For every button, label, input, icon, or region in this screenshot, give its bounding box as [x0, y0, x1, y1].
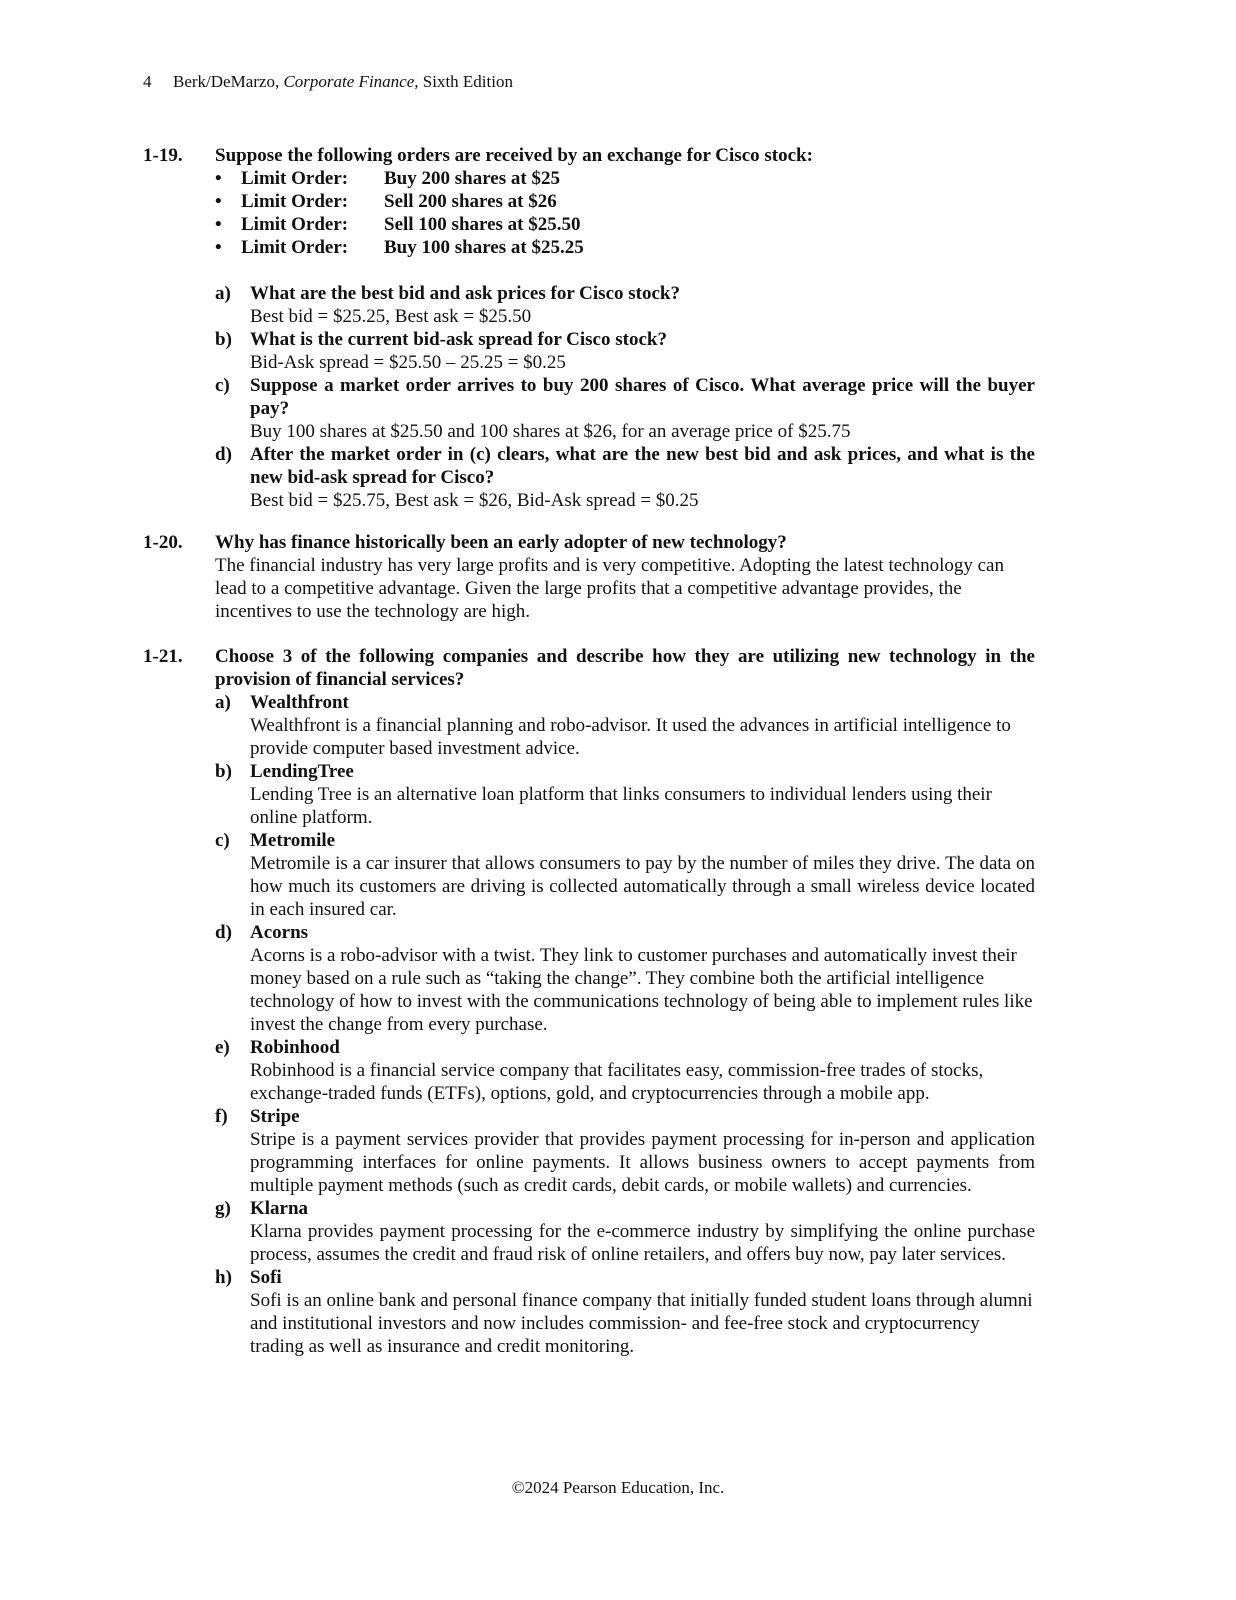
company-description: Metromile is a car insurer that allows consumers to pay by the number of miles they drive. The data on how much its customers are driving is collected automatically through a small wireless device located in each insured car.	[250, 853, 1035, 920]
header-edition: Sixth Edition	[418, 72, 513, 91]
question-part	[215, 374, 1035, 443]
part-question: What are the best bid and ask prices for Cisco stock?	[250, 283, 680, 304]
company-label: f)	[215, 1106, 228, 1127]
problem-1-21	[143, 645, 1035, 1358]
company-name: Acorns	[250, 922, 309, 943]
company-name: Metromile	[250, 830, 336, 851]
header-book-title: Corporate Finance,	[283, 72, 419, 91]
problem-question: Why has finance historically been an early adopter of new technology?	[215, 532, 787, 553]
company-item	[215, 1266, 1035, 1358]
company-description: Robinhood is a financial service company that facilitates easy, commission-free trades of stocks, exchange-traded funds (ETFs), options, gold, and cryptocurrencies through a mobile app.	[250, 1060, 984, 1104]
company-name: Sofi	[250, 1267, 282, 1288]
company-label: h)	[215, 1267, 232, 1288]
part-question: What is the current bid-ask spread for Cisco stock?	[250, 329, 667, 350]
bullet-icon: •	[215, 191, 222, 212]
company-name: Klarna	[250, 1198, 309, 1219]
part-label: d)	[215, 444, 232, 465]
bullet-icon: •	[215, 168, 222, 189]
company-item	[215, 829, 1035, 921]
company-label: a)	[215, 692, 231, 713]
question-part	[215, 282, 1035, 328]
question-part	[215, 443, 1035, 512]
question-part	[215, 328, 1035, 374]
order-row	[215, 167, 1035, 190]
company-item	[215, 691, 1035, 760]
copyright-footer: ©2024 Pearson Education, Inc.	[511, 1478, 725, 1497]
company-item	[215, 921, 1035, 1036]
order-type: Limit Order:	[241, 214, 349, 235]
order-row	[215, 213, 1035, 236]
page-number: 4	[143, 72, 152, 91]
company-description: Sofi is an online bank and personal finance company that initially funded student loans through alumni and institutional investors and now includes commission- and fee-free stock and cryptocurrency trading as well as insurance and credit monitoring.	[250, 1290, 1033, 1357]
company-name: Wealthfront	[250, 692, 349, 713]
problem-1-19	[143, 144, 1035, 512]
order-detail: Buy 200 shares at $25	[384, 168, 560, 189]
running-header	[143, 71, 513, 93]
bullet-icon: •	[215, 237, 222, 258]
order-detail: Sell 200 shares at $26	[384, 191, 557, 212]
order-detail: Sell 100 shares at $25.50	[384, 214, 581, 235]
order-type: Limit Order:	[241, 237, 349, 258]
company-description: Stripe is a payment services provider that provides payment processing for in-person and application programming interfaces for online payments. It allows business owners to accept payments from multiple payment methods (such as credit cards, debit cards, or mobile wallets) and currencies.	[250, 1129, 1035, 1196]
order-row	[215, 236, 1035, 259]
order-row	[215, 190, 1035, 213]
bullet-icon: •	[215, 214, 222, 235]
part-label: c)	[215, 375, 230, 396]
problem-number: 1-21.	[143, 646, 183, 667]
part-question: Suppose a market order arrives to buy 200 shares of Cisco. What average price will the buyer pay?	[250, 375, 1035, 419]
company-description: Klarna provides payment processing for the e-commerce industry by simplifying the online purchase process, assumes the credit and fraud risk of online retailers, and offers buy now, pay later services.	[250, 1221, 1035, 1265]
company-label: b)	[215, 761, 232, 782]
company-label: e)	[215, 1037, 230, 1058]
company-label: c)	[215, 830, 230, 851]
part-label: b)	[215, 329, 232, 350]
problem-answer: The financial industry has very large profits and is very competitive. Adopting the latest technology can lead to a competitive advantage. Given the large profits that a competitive advantage provides, the incentives to use the technology are high.	[215, 555, 1004, 622]
order-detail: Buy 100 shares at $25.25	[384, 237, 584, 258]
company-name: Stripe	[250, 1106, 300, 1127]
problem-question: Suppose the following orders are received by an exchange for Cisco stock:	[215, 145, 813, 166]
header-authors: Berk/DeMarzo,	[173, 72, 284, 91]
part-answer: Buy 100 shares at $25.50 and 100 shares at $26, for an average price of $25.75	[250, 421, 851, 442]
company-description: Acorns is a robo-advisor with a twist. They link to customer purchases and automatically invest their money based on a rule such as “taking the change”. They combine both the artificial intelligence technology of how to invest with the communications technology of being able to implement rules like invest the change from every purchase.	[250, 945, 1033, 1035]
company-description: Wealthfront is a financial planning and robo-advisor. It used the advances in artificial intelligence to provide computer based investment advice.	[250, 715, 1011, 759]
company-name: Robinhood	[250, 1037, 340, 1058]
problem-1-20	[143, 531, 1035, 623]
part-label: a)	[215, 283, 231, 304]
company-description: Lending Tree is an alternative loan platform that links consumers to individual lenders using their online platform.	[250, 784, 992, 828]
part-answer: Best bid = $25.75, Best ask = $26, Bid-Ask spread = $0.25	[250, 490, 699, 511]
part-question: After the market order in (c) clears, what are the new best bid and ask prices, and what is the new bid-ask spread for Cisco?	[250, 444, 1035, 488]
problem-number: 1-19.	[143, 145, 183, 166]
company-item	[215, 1036, 1035, 1105]
company-item	[215, 1197, 1035, 1266]
part-answer: Bid-Ask spread = $25.50 – 25.25 = $0.25	[250, 352, 566, 373]
order-type: Limit Order:	[241, 191, 349, 212]
part-answer: Best bid = $25.25, Best ask = $25.50	[250, 306, 532, 327]
company-label: d)	[215, 922, 232, 943]
company-item	[215, 1105, 1035, 1197]
problem-number: 1-20.	[143, 532, 183, 553]
company-label: g)	[215, 1198, 231, 1219]
order-type: Limit Order:	[241, 168, 349, 189]
problem-question: Choose 3 of the following companies and describe how they are utilizing new technology in the provision of financial services?	[215, 646, 1035, 690]
company-name: LendingTree	[250, 761, 354, 782]
company-item	[215, 760, 1035, 829]
